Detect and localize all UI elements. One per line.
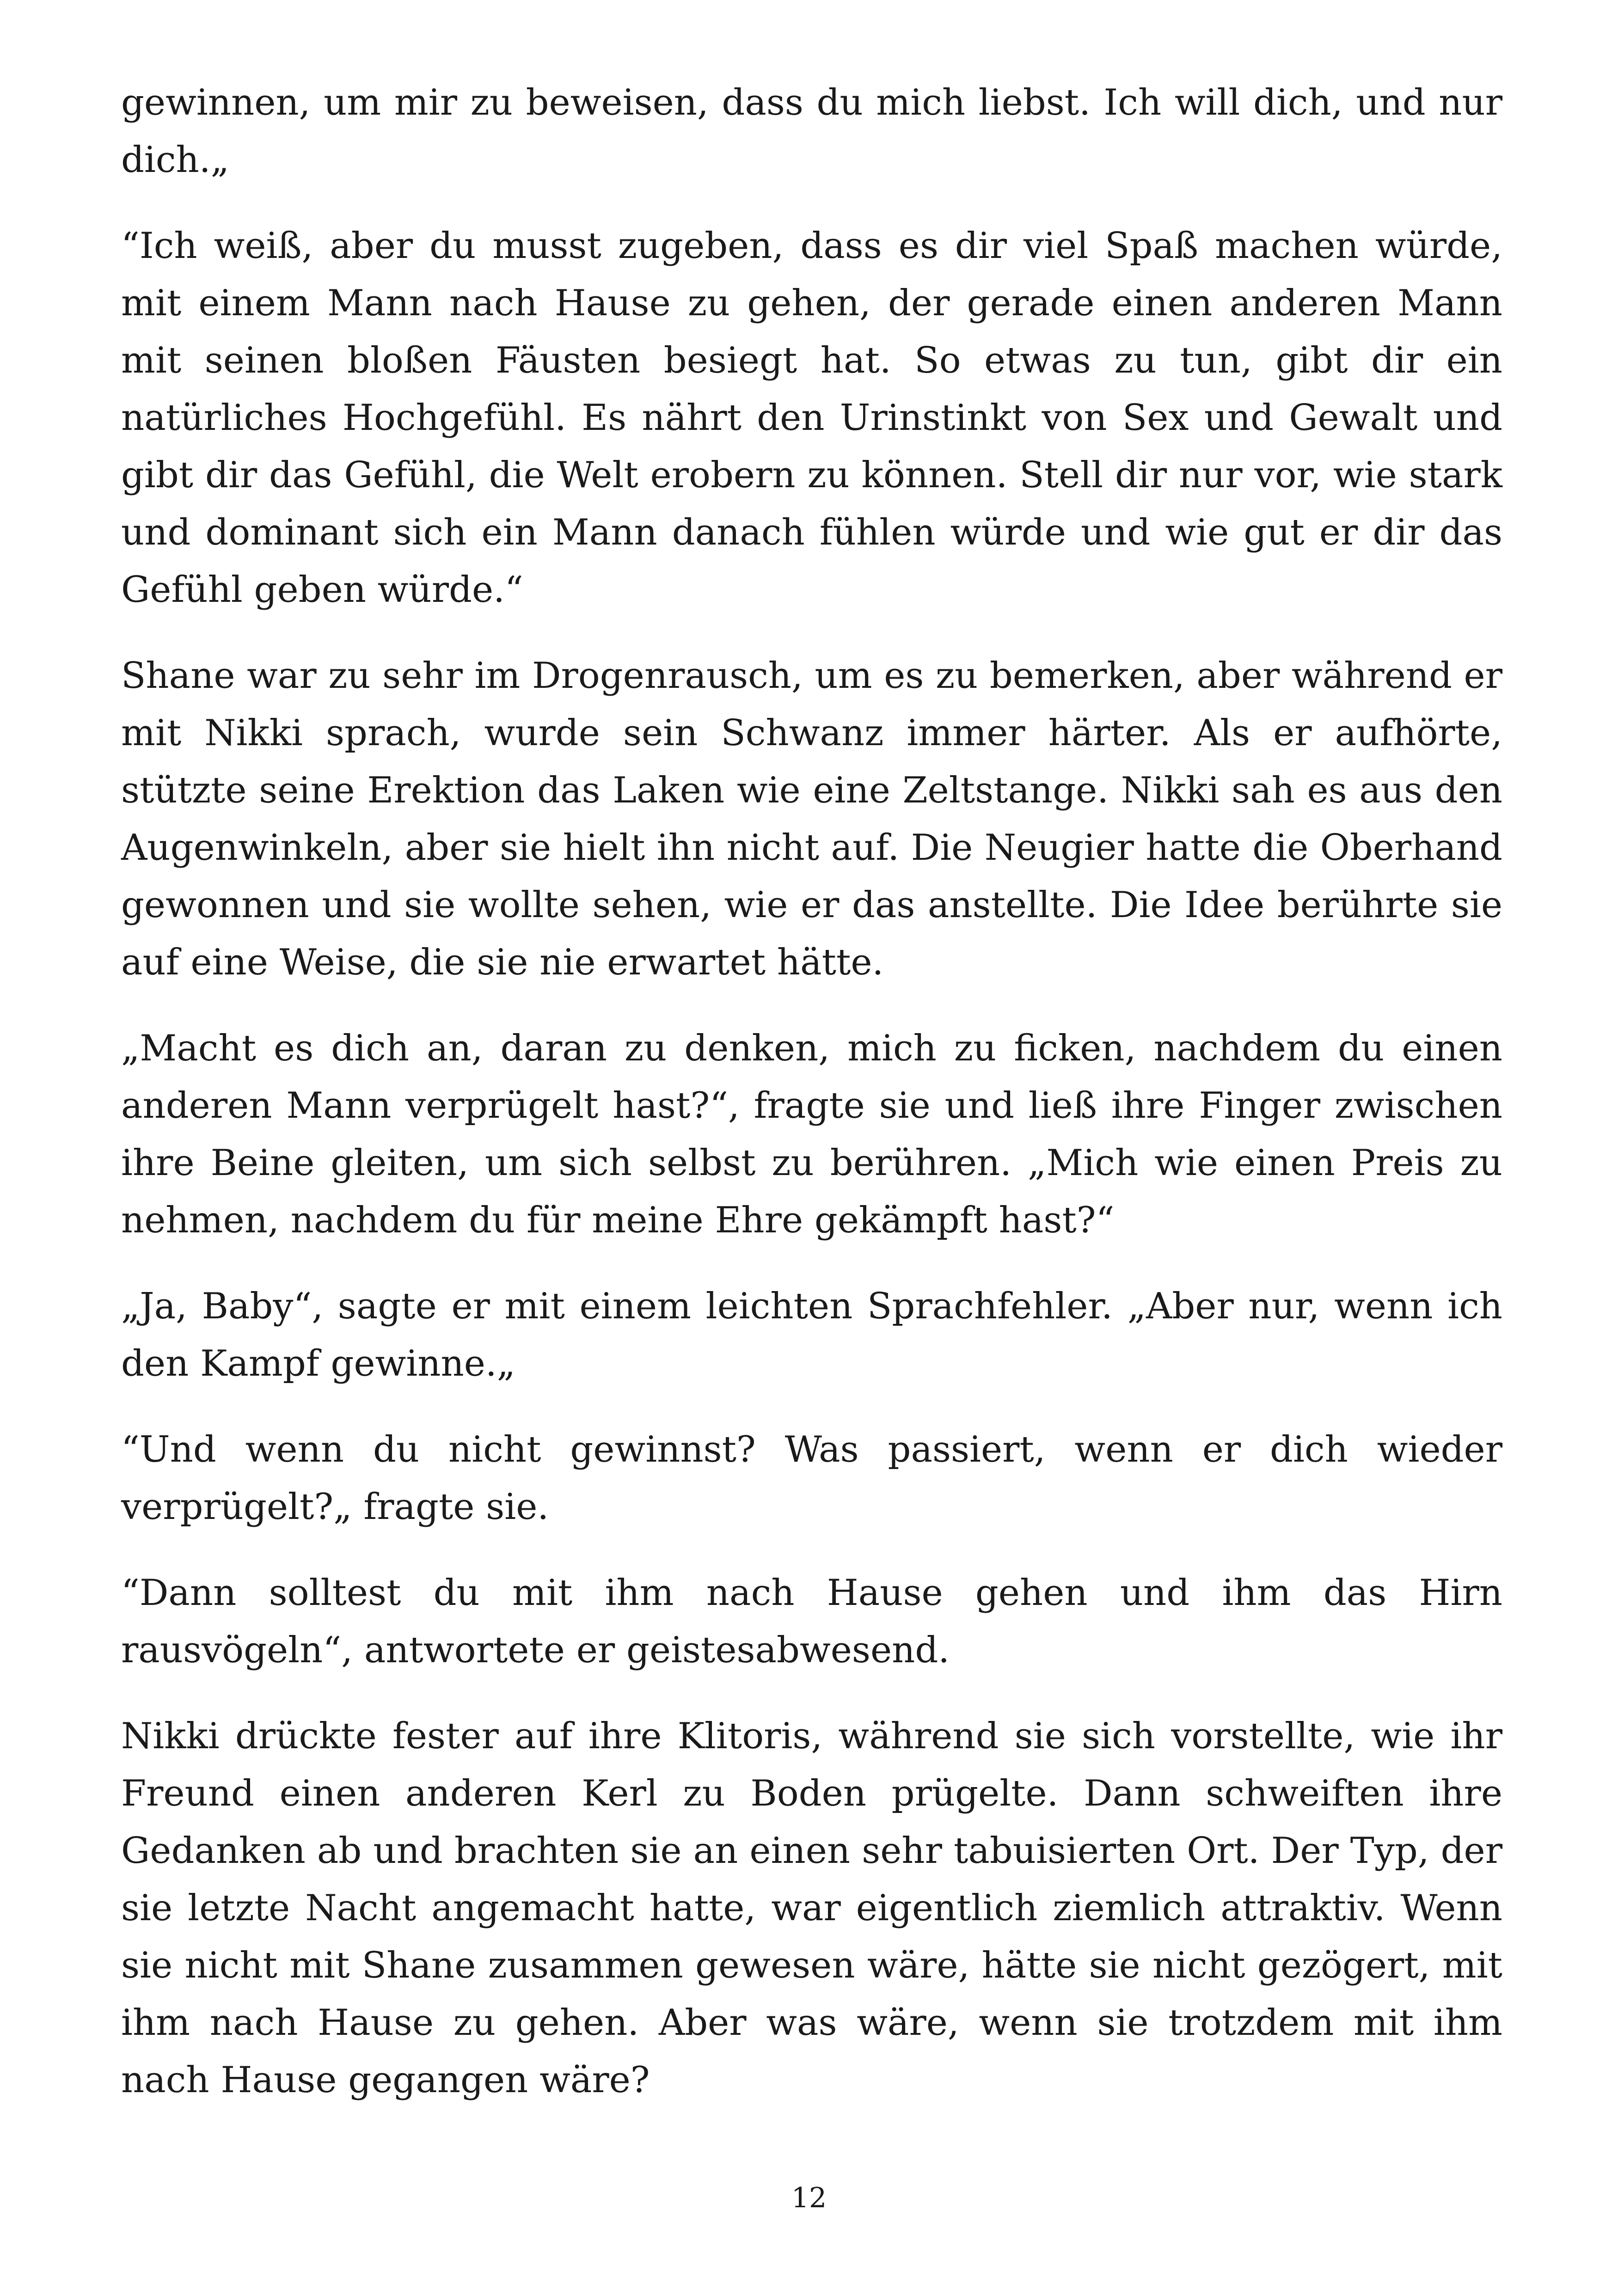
page-number: 12 (791, 2182, 827, 2214)
body-text (121, 74, 1502, 2137)
paragraph: Shane war zu sehr im Drogenrausch, um es zu bemerken, aber während er mit Nikki sprach, wurde sein Schwanz immer härter. Als er aufhörte, stützte seine Erektion das Laken wie eine Zeltstange. Nikki sah es aus den Augenwinkeln, aber sie hielt ihn nicht auf. Die Neugier hatte die Oberhand gewonnen und sie wollte sehen, wie er das anstellte. Die Idee berührte sie auf eine Weise, die sie nie erwartet hätte. (121, 655, 1502, 983)
paragraph: gewinnen, um mir zu beweisen, dass du mich liebst. Ich will dich, und nur dich.„ (121, 82, 1502, 181)
paragraph: „Macht es dich an, daran zu denken, mich zu ficken, nachdem du einen anderen Mann verprügelt hast?“, fragte sie und ließ ihre Finger zwischen ihre Beine gleiten, um sich selbst zu berühren. „Mich wie einen Preis zu nehmen, nachdem du für meine Ehre gekämpft hast?“ (121, 1028, 1502, 1241)
paragraph: “Ich weiß, aber du musst zugeben, dass es dir viel Spaß machen würde, mit einem Mann nach Hause zu gehen, der gerade einen anderen Mann mit seinen bloßen Fäusten besiegt hat. So etwas zu tun, gibt dir ein natürliches Hochgefühl. Es nährt den Urinstinkt von Sex und Gewalt und gibt dir das Gefühl, die Welt erobern zu können. Stell dir nur vor, wie stark und dominant sich ein Mann danach fühlen würde und wie gut er dir das Gefühl geben würde.“ (121, 225, 1502, 611)
paragraph: „Ja, Baby“, sagte er mit einem leichten Sprachfehler. „Aber nur, wenn ich den Kampf gewinne.„ (121, 1286, 1502, 1384)
paragraph: Nikki drückte fester auf ihre Klitoris, während sie sich vorstellte, wie ihr Freund einen anderen Kerl zu Boden prügelte. Dann schweiften ihre Gedanken ab und brachten sie an einen sehr tabuisierten Ort. Der Typ, der sie letzte Nacht angemacht hatte, war eigentlich ziemlich attraktiv. Wenn sie nicht mit Shane zusammen gewesen wäre, hätte sie nicht gezögert, mit ihm nach Hause zu gehen. Aber was wäre, wenn sie trotzdem mit ihm nach Hause gegangen wäre? (121, 1715, 1502, 2101)
paragraph: “Und wenn du nicht gewinnst? Was passiert, wenn er dich wieder verprügelt?„ fragte sie. (121, 1429, 1502, 1528)
paragraph: “Dann solltest du mit ihm nach Hause gehen und ihm das Hirn rausvögeln“, antwortete er geistesabwesend. (121, 1572, 1502, 1671)
